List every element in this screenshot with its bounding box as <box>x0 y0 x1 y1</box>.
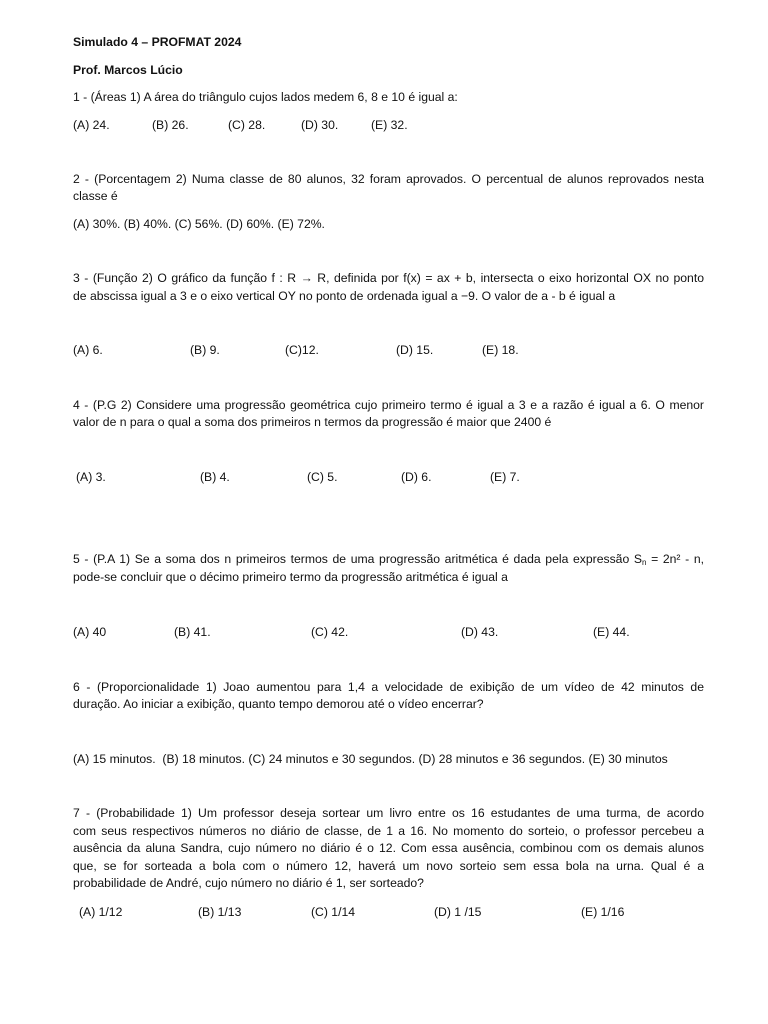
question-1-option-c: (C) 28. <box>228 118 266 132</box>
question-5-option-b: (B) 41. <box>174 625 211 639</box>
question-4-text-line-1: 4 - (P.G 2) Considere uma progressão geométrica cujo primeiro termo é igual a 3 e a razão é igual a 6. O menor <box>73 398 704 412</box>
question-6-options: (A) 15 minutos. (B) 18 minutos. (C) 24 minutos e 30 segundos. (D) 28 minutos e 36 segundos. (E) 30 minutos <box>73 752 668 766</box>
question-3-option-a: (A) 6. <box>73 343 103 357</box>
question-7-text-line-3: ausência da aluna Sandra, cujo número no diário é o 12. Com essa ausência, combinou com os demais alunos <box>73 841 704 855</box>
question-2-options: (A) 30%. (B) 40%. (C) 56%. (D) 60%. (E) 72%. <box>73 217 325 231</box>
question-4-option-a: (A) 3. <box>76 470 106 484</box>
question-7-text-line-2: com seus respectivos números no diário de classe, de 1 a 16. No momento do sorteio, o professor percebeu a <box>73 824 704 838</box>
question-1-option-e: (E) 32. <box>371 118 408 132</box>
question-3-text-line-2: de abscissa igual a 3 e o eixo vertical OY no ponto de ordenada igual a −9. O valor de a - b é igual a <box>73 289 616 303</box>
question-6-text-line-1: 6 - (Proporcionalidade 1) Joao aumentou para 1,4 a velocidade de exibição de um vídeo de 42 minutos de <box>73 680 704 694</box>
question-7-option-a: (A) 1/12 <box>79 905 123 919</box>
question-5-subscript: n <box>642 558 647 567</box>
question-7-text-line-1: 7 - (Probabilidade 1) Um professor deseja sortear um livro entre os 16 estudantes de uma turma, de acordo <box>73 806 704 820</box>
question-7-option-e: (E) 1/16 <box>581 905 625 919</box>
question-2-text-line-2: classe é <box>73 189 118 203</box>
question-1-text: 1 - (Áreas 1) A área do triângulo cujos lados medem 6, 8 e 10 é igual a: <box>73 90 458 104</box>
question-3-text-line-1: 3 - (Função 2) O gráfico da função f : R → R, definida por f(x) = ax + b, intersecta o eixo horizontal OX no ponto <box>73 271 704 285</box>
question-5-text-line-1 <box>73 552 704 567</box>
question-5-text-main: 5 - (P.A 1) Se a soma dos n primeiros termos de uma progressão aritmética é dada pela expressão S <box>73 552 643 566</box>
question-4-option-e: (E) 7. <box>490 470 520 484</box>
document-title: Simulado 4 – PROFMAT 2024 <box>73 35 242 49</box>
question-5-text-line-2: pode-se concluir que o décimo primeiro termo da progressão aritmética é igual a <box>73 570 508 584</box>
question-2-text-line-1: 2 - (Porcentagem 2) Numa classe de 80 alunos, 32 foram aprovados. O percentual de alunos reprovados nesta <box>73 172 704 186</box>
question-5-option-e: (E) 44. <box>593 625 630 639</box>
question-7-option-c: (C) 1/14 <box>311 905 356 919</box>
question-5-option-c: (C) 42. <box>311 625 349 639</box>
question-3-option-d: (D) 15. <box>396 343 434 357</box>
question-7-option-b: (B) 1/13 <box>198 905 242 919</box>
question-7-option-d: (D) 1 /15 <box>434 905 482 919</box>
question-1-option-a: (A) 24. <box>73 118 110 132</box>
question-3-option-b: (B) 9. <box>190 343 220 357</box>
question-4-option-b: (B) 4. <box>200 470 230 484</box>
question-5-option-d: (D) 43. <box>461 625 499 639</box>
question-1-option-d: (D) 30. <box>301 118 339 132</box>
document-author: Prof. Marcos Lúcio <box>73 63 183 77</box>
question-7-text-line-4: que, se for sorteada a bola com o número 12, haverá um novo sorteio sem essa bola na urna. Qual é a <box>73 859 704 873</box>
question-5-text-formula: = 2n² - n, <box>646 552 705 566</box>
question-7-text-line-5: probabilidade de André, cujo número no diário é 1, ser sorteado? <box>73 876 424 890</box>
question-4-text-line-2: valor de n para o qual a soma dos primeiros n termos da progressão é maior que 2400 é <box>73 415 552 429</box>
question-1-option-b: (B) 26. <box>152 118 189 132</box>
question-6-text-line-2: duração. Ao iniciar a exibição, quanto tempo demorou até o vídeo encerrar? <box>73 697 484 711</box>
question-4-option-d: (D) 6. <box>401 470 432 484</box>
question-3-option-e: (E) 18. <box>482 343 519 357</box>
question-4-option-c: (C) 5. <box>307 470 338 484</box>
question-3-option-c: (C)12. <box>285 343 319 357</box>
question-5-option-a: (A) 40 <box>73 625 107 639</box>
